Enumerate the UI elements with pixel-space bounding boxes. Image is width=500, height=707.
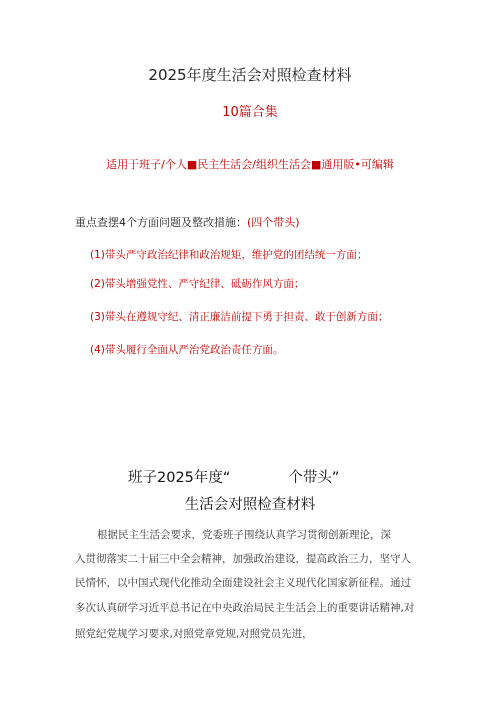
section-title-right: 个带头”: [288, 470, 340, 486]
paragraph-line: 照党纪党规学习要求,对照党章党规,对照党员先进，: [75, 628, 313, 640]
document-subtitle: 10篇合集: [222, 105, 278, 120]
paragraph-line: 多次认真研学习近平总书记在中央政治局民主生活会上的重要讲话精神,对: [75, 602, 415, 614]
focus-label: 重点查摆4个方面问题及整改措施：: [75, 216, 247, 229]
focus-item: (3)带头在遵规守纪、清正廉洁前提下勇于担责、敢于创新方面；: [90, 311, 389, 323]
focus-heading: [75, 214, 300, 230]
paragraph-line: 根据民主生活会要求，党委班子围绕认真学习贯彻创新理论，深: [97, 529, 391, 541]
focus-item: (2)带头增强党性、严守纪律、砥砺作风方面；: [90, 278, 305, 290]
paragraph-line: 民情怀，以中国式现代化推动全面建设社会主义现代化国家新征程。通过: [75, 577, 411, 589]
focus-item: (1)带头严守政治纪律和政治规矩，维护党的团结统一方面；: [90, 249, 368, 261]
focus-item: (4)带头履行全面从严治党政治责任方面。: [90, 344, 284, 356]
document-title: 2025年度生活会对照检查材料: [148, 66, 352, 84]
paragraph-line: 入贯彻落实二十届三中全会精神，加强政治建设，提高政治三力，坚守人: [75, 553, 411, 565]
section-title-left: 班子2025年度“: [128, 470, 231, 486]
scope-note: 适用于班子/个人■民主生活会/组织生活会■通用版•可编辑: [106, 158, 394, 171]
focus-tag: (四个带头): [247, 216, 300, 229]
section-title: [128, 466, 339, 487]
section-title-line2: 生活会对照检查材料: [184, 497, 316, 513]
